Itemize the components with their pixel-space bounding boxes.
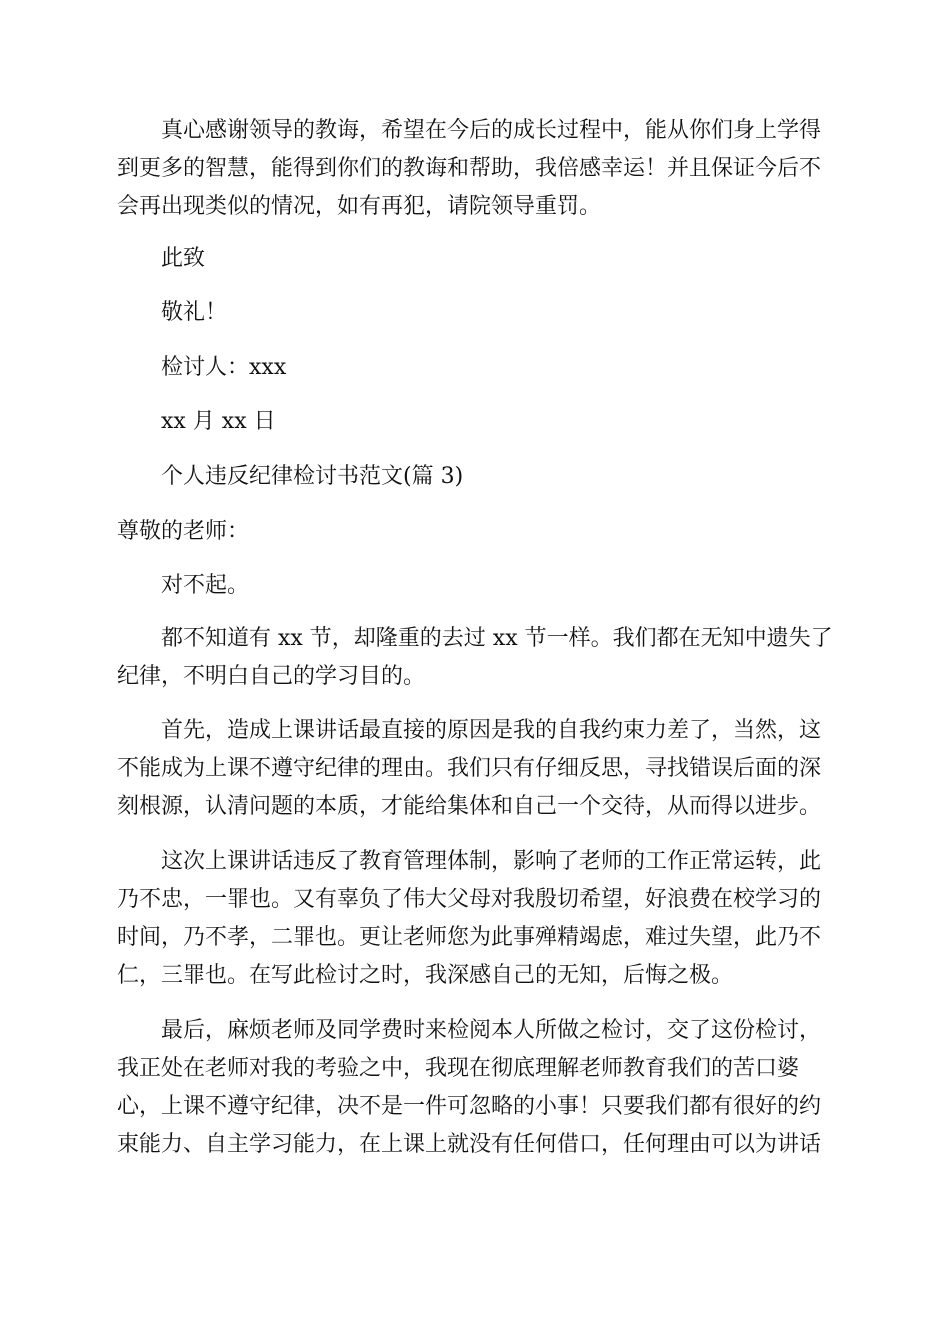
text-line: 仁，三罪也。在写此检讨之时，我深感自己的无知，后悔之极。: [117, 963, 734, 988]
text-line: 心，上课不遵守纪律，决不是一件可忽略的小事！只要我们都有很好的约: [117, 1094, 822, 1119]
text-line: 时间，乃不孝，二罪也。更让老师您为此事殚精竭虑，难过失望，此乃不: [117, 925, 822, 950]
text-line: 纪律，不明白自己的学习目的。: [117, 664, 426, 689]
closing-line-2: 敬礼！: [161, 300, 228, 325]
text-line: 我正处在老师对我的考验之中，我现在彻底理解老师教育我们的苦口婆: [117, 1056, 800, 1081]
text-line: 都不知道有 xx 节，却隆重的去过 xx 节一样。我们都在无知中遗失了: [117, 626, 833, 651]
salutation: 尊敬的老师：: [117, 519, 250, 544]
apology-line: 对不起。: [161, 573, 250, 598]
paragraph-gratitude: [117, 112, 833, 226]
text-line: 会再出现类似的情况，如有再犯，请院领导重罚。: [117, 194, 602, 219]
paragraph-conclusion: [117, 1012, 833, 1164]
text-line: 乃不忠，一罪也。又有辜负了伟大父母对我殷切希望，好浪费在校学习的: [117, 887, 822, 912]
paragraph-reason: [117, 712, 833, 826]
signer-line: 检讨人：xxx: [161, 355, 287, 380]
text-line: 束能力、自主学习能力，在上课上就没有任何借口，任何理由可以为讲话: [117, 1132, 822, 1157]
text-line: 不能成为上课不遵守纪律的理由。我们只有仔细反思，寻找错误后面的深: [117, 756, 822, 781]
section-title: 个人违反纪律检讨书范文(篇 3): [161, 464, 464, 489]
date-line: xx 月 xx 日: [161, 409, 276, 434]
text-line: 最后，麻烦老师及同学费时来检阅本人所做之检讨，交了这份检讨，: [117, 1018, 822, 1043]
text-line: 到更多的智慧，能得到你们的教诲和帮助，我倍感幸运！并且保证今后不: [117, 156, 822, 181]
text-line: 刻根源，认清问题的本质，才能给集体和自己一个交待，从而得以进步。: [117, 794, 822, 819]
paragraph-intro: [117, 620, 833, 696]
closing-line-1: 此致: [161, 246, 206, 271]
text-line: 首先，造成上课讲话最直接的原因是我的自我约束力差了，当然，这: [117, 718, 822, 743]
text-line: 这次上课讲话违反了教育管理体制，影响了老师的工作正常运转，此: [117, 849, 822, 874]
text-line: 真心感谢领导的教诲，希望在今后的成长过程中，能从你们身上学得: [117, 118, 822, 143]
paragraph-faults: [117, 843, 833, 995]
